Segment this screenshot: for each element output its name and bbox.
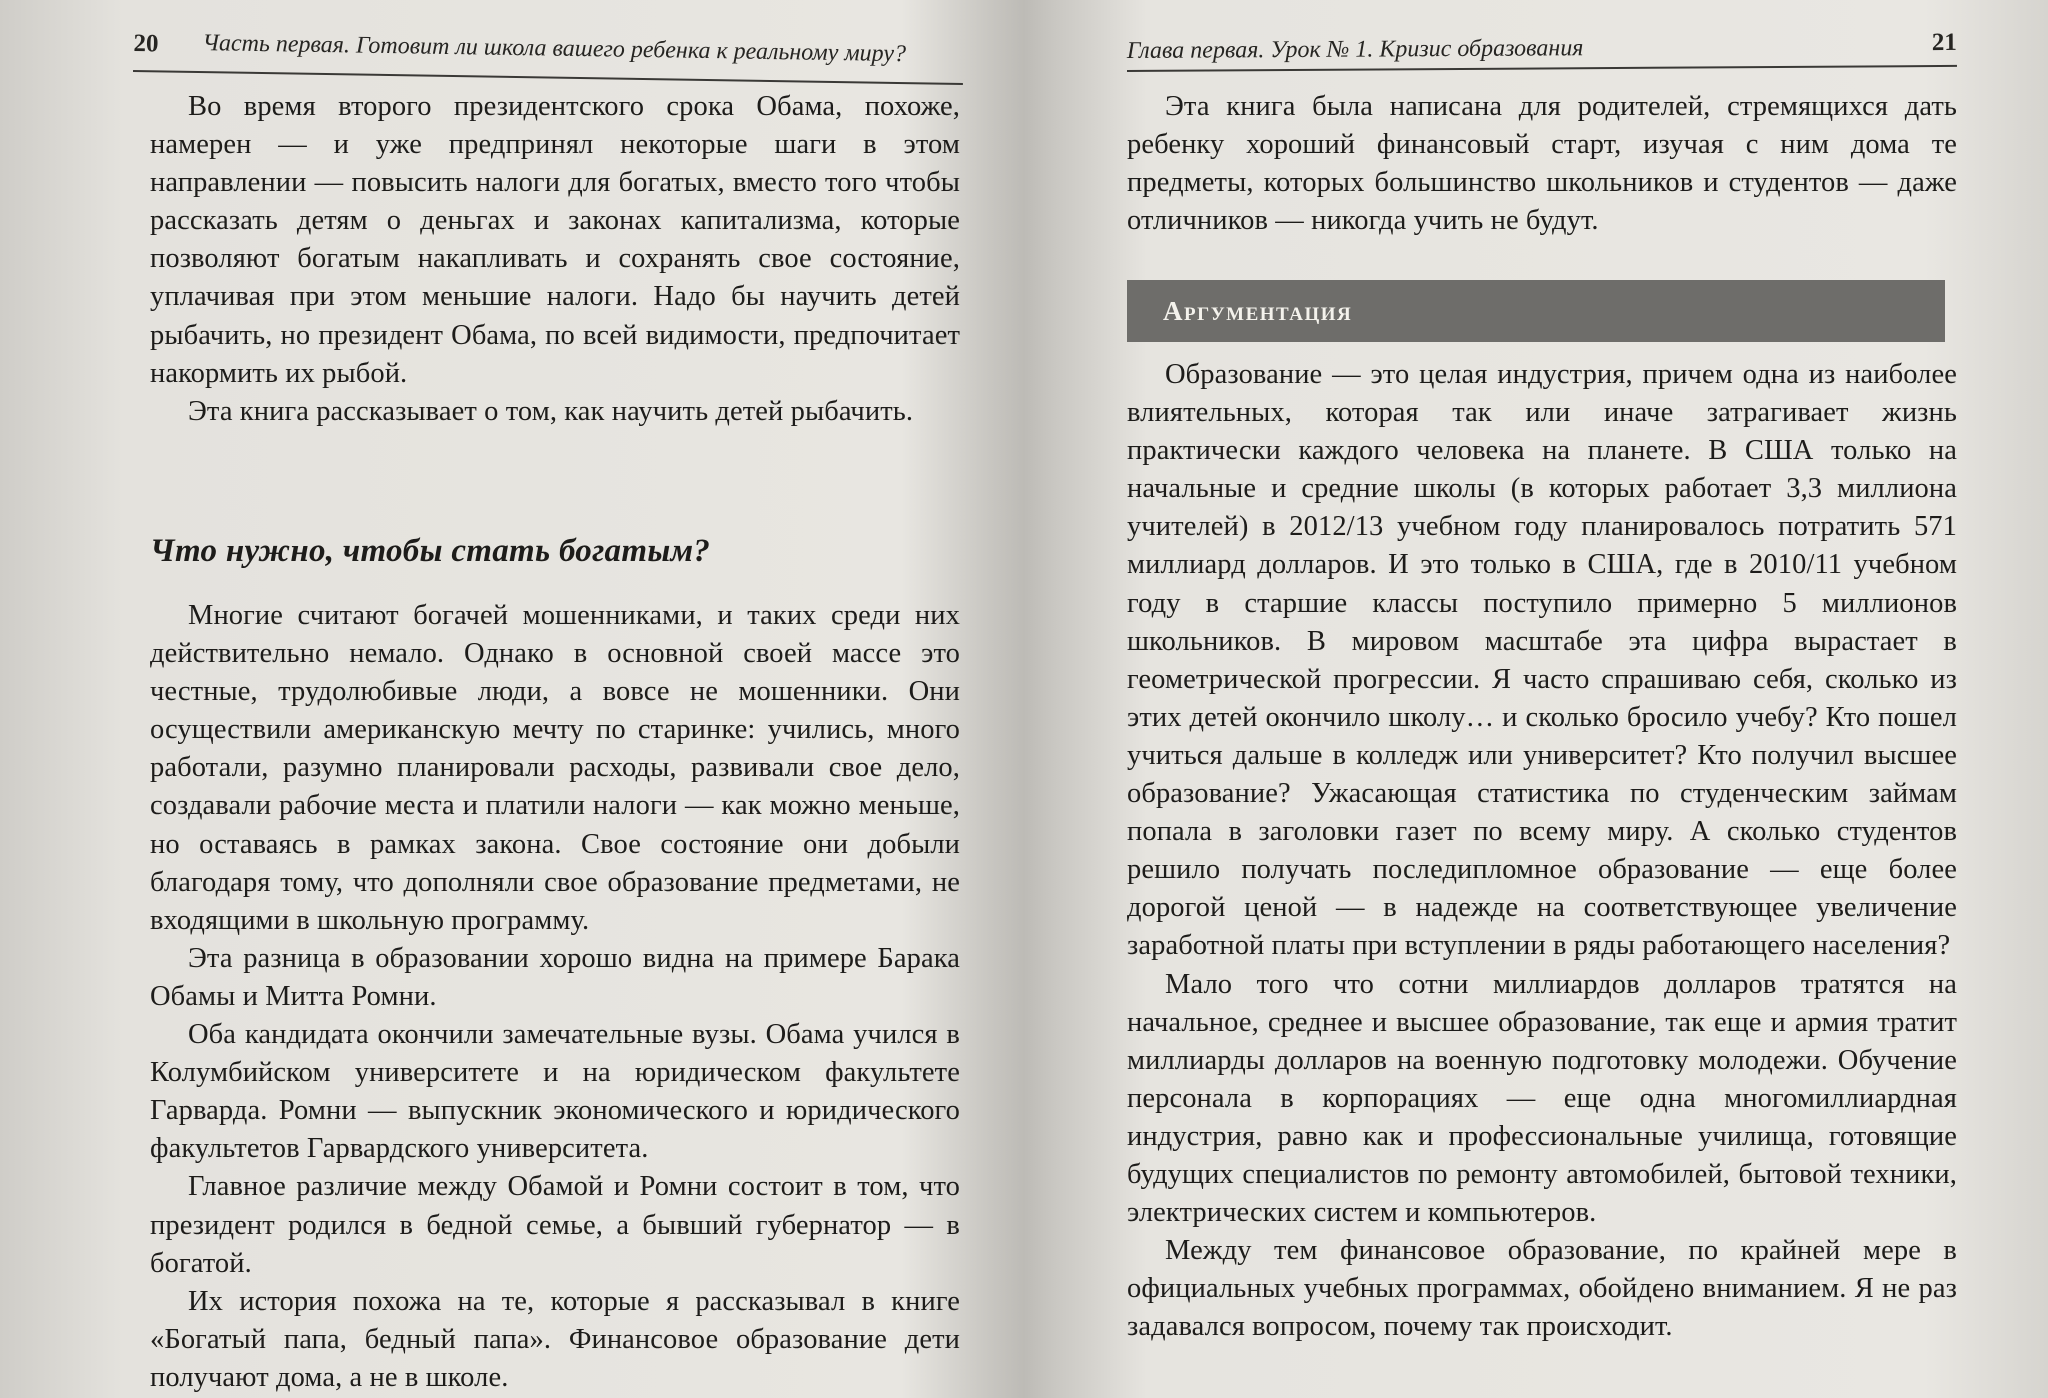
- left-page-number: 20: [133, 30, 159, 58]
- right-page-number: 21: [1931, 28, 1957, 57]
- paragraph: Образование — это целая индустрия, причем одна из наиболее влиятельных, которая так или иначе затрагивает жизнь практически каждого человека на планете. В США только на начальные и средние школы (в которых работает 3,3 миллиона учителей) в 2012/13 учебном году планировалось потратить 571 миллиард долларов. И это только в США, где в 2010/11 учебном году в старшие классы поступило примерно 5 миллионов школьников. В мировом масштабе эта цифра вырастает в геометрической прогрессии. Я часто спрашиваю себя, сколько из этих детей окончило школу… и сколько бросило учебу? Кто пошел учиться дальше в колледж или университет? Кто получил высшее образование? Ужасающая статистика по студенческим займам попала в заголовки газет по всему миру. А сколько студентов решило получать последипломное образование — еще более дорогой ценой — в надежде на соответствующее увеличение заработной платы при вступлении в ряды работающего населения?: [1127, 359, 1957, 962]
- paragraph: Главное различие между Обамой и Ромни состоит в том, что президент родился в бедной семье, а бывший губернатор — в богатой.: [150, 1171, 960, 1279]
- paragraph: Во время второго президентского срока Обама, похоже, намерен — и уже предпринял некоторые шаги в этом направлении — повысить налоги для богатых, вместо того чтобы рассказать детям о деньгах и законах капитализма, которые позволяют богатым накапливать и сохранять свое состояние, уплачивая при этом меньшие налоги. Надо бы научить детей рыбачить, но президент Обама, по всей видимости, предпочитает накормить их рыбой.: [150, 91, 960, 389]
- right-running-head: [1127, 25, 1957, 72]
- paragraph: Их история похожа на те, которые я рассказывал в книге «Богатый папа, бедный папа». Финансовое образование дети получают дома, а не в школе.: [150, 1285, 960, 1393]
- left-text-block-1: [150, 88, 960, 431]
- paragraph: Оба кандидата окончили замечательные вузы. Обама учился в Колумбийском университете и на юридическом факультете Гарварда. Ромни — выпускник экономического и юридического факультетов Гарвардского университета.: [150, 1019, 960, 1165]
- right-page: [1035, 0, 2048, 1398]
- paragraph: Многие считают богачей мошенниками, и таких среди них действительно немало. Однако в основной своей массе это честные, трудолюбивые люди, а вовсе не мошенники. Они осуществили американскую мечту по старинке: учились, много работали, разумно планировали расходы, развивали свое дело, создавали рабочие места и платили налоги — как можно меньше, но оставаясь в рамках закона. Свое состояние они добыли благодаря тому, что дополняли свое образование предметами, не входящими в школьную программу.: [150, 600, 960, 936]
- right-text-block-1: [1127, 88, 1957, 240]
- paragraph: Эта книга была написана для родителей, стремящихся дать ребенку хороший финансовый старт, изучая с ним дома те предметы, которых большинство школьников и студентов — даже отличников — никогда учить не будут.: [1127, 91, 1957, 237]
- left-running-head-text: Часть первая. Готовит ли школа вашего ребенка к реальному миру?: [202, 30, 907, 68]
- right-running-head-text: Глава первая. Урок № 1. Кризис образования: [1126, 35, 1584, 65]
- paragraph: Эта книга рассказывает о том, как научить детей рыбачить.: [188, 395, 914, 427]
- left-running-head: [133, 30, 964, 85]
- section-heading: Что нужно, чтобы стать богатым?: [150, 533, 711, 569]
- paragraph: Между тем финансовое образование, по крайней мере в официальных учебных программах, обойдено вниманием. Я не раз задавался вопросом, почему так происходит.: [1127, 1235, 1957, 1343]
- left-text-block-2: [150, 597, 960, 1397]
- right-text-block-2: [1127, 356, 1957, 1346]
- paragraph: Эта разница в образовании хорошо видна на примере Барака Обамы и Митта Ромни.: [150, 942, 960, 1012]
- section-bar: Аргументация: [1127, 280, 1945, 342]
- left-page: [0, 0, 1010, 1398]
- paragraph: Мало того что сотни миллиардов долларов тратятся на начальное, среднее и высшее образование, так еще и армия тратит миллиарды долларов на военную подготовку молодежи. Обучение персонала в корпорациях — еще одна многомиллиардная индустрия, равно как и профессиональные училища, готовящие будущих специалистов по ремонту автомобилей, бытовой техники, электрических систем и компьютеров.: [1127, 968, 1957, 1229]
